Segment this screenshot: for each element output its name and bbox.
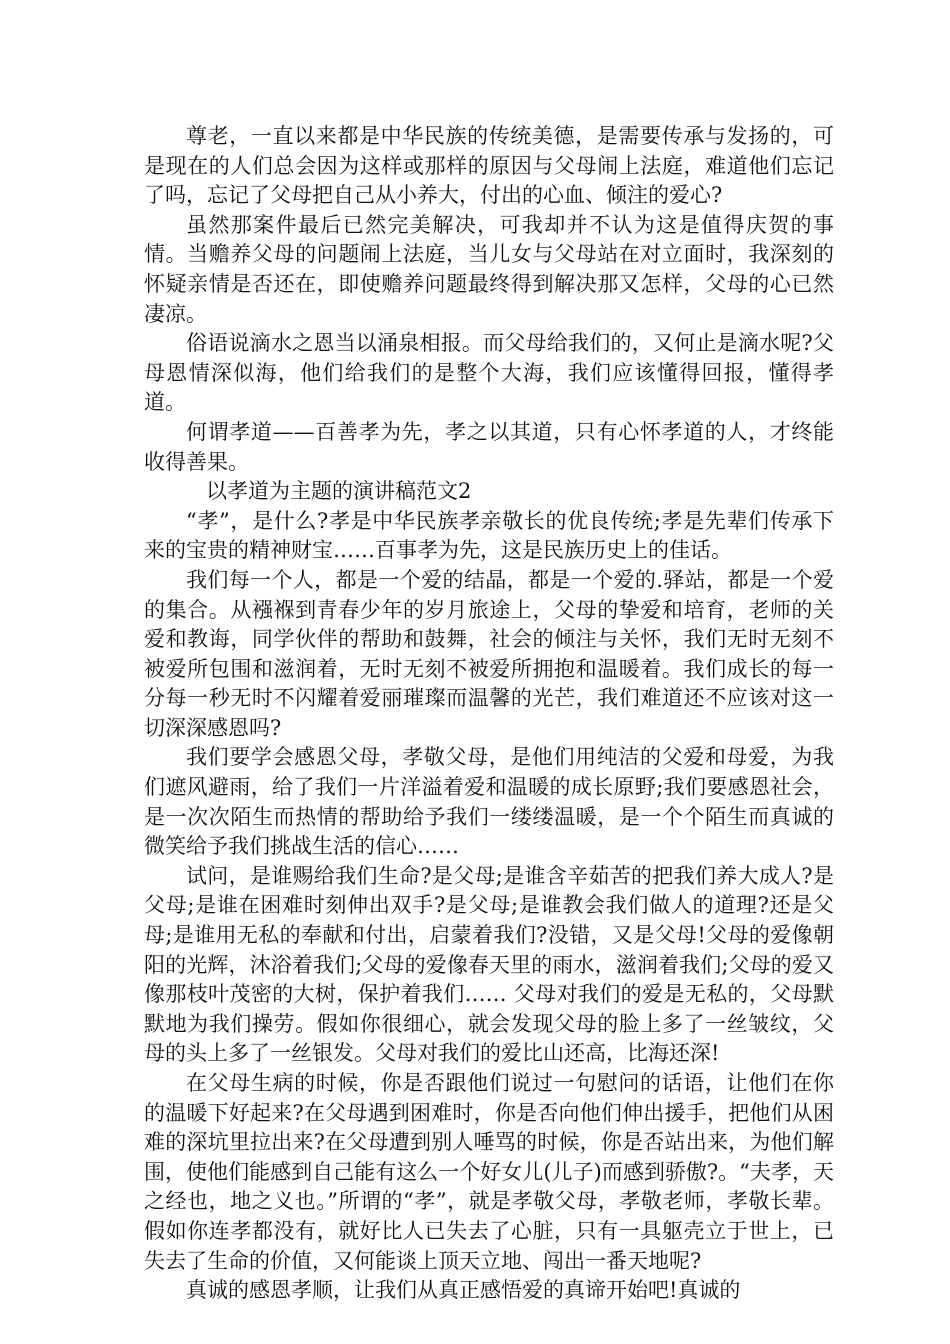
paragraph-5: “孝”，是什么?孝是中华民族孝亲敬长的优良传统;孝是先辈们传承下来的宝贵的精神财宝……百事孝为先，这是民族历史上的佳话。 [144,508,834,563]
paragraph-8: 试问，是谁赐给我们生命?是父母;是谁含辛茹苦的把我们养大成人?是父母;是谁在困难时刻伸出双手?是父母;是谁教会我们做人的道理?还是父母;是谁用无私的奉献和付出，启蒙着我们?没错，又是父母!父母的爱像朝阳的光辉，沐浴着我们;父母的爱像春天里的雨水，滋润着我们;父母的爱又像那枝叶茂密的大树，保护着我们…… 父母对我们的爱是无私的，父母默默地为我们操劳。假如你很细心，就会发现父母的脸上多了一丝皱纹，父母的头上多了一丝银发。父母对我们的爱比山还高，比海还深! [144,863,834,1066]
document-body [144,122,834,1306]
section-heading: 以孝道为主题的演讲稿范文2 [206,479,472,504]
paragraph-7: 我们要学会感恩父母，孝敬父母，是他们用纯洁的父爱和母爱，为我们遮风避雨，给了我们一片洋溢着爱和温暖的成长原野;我们要感恩社会，是一次次陌生而热情的帮助给予我们一缕缕温暖，是一个个陌生而真诚的微笑给予我们挑战生活的信心…… [144,745,834,859]
paragraph-6: 我们每一个人，都是一个爱的结晶，都是一个爱的.驿站，都是一个爱的集合。从襁褓到青春少年的岁月旅途上，父母的挚爱和培育，老师的关爱和教诲，同学伙伴的帮助和鼓舞，社会的倾注与关怀，我们无时无刻不被爱所包围和滋润着，无时无刻不被爱所拥抱和温暖着。我们成长的每一分每一秒无时不闪耀着爱丽璀璨而温馨的光芒，我们难道还不应该对这一切深深感恩吗? [144,567,834,740]
paragraph-10: 真诚的感恩孝顺，让我们从真正感悟爱的真谛开始吧!真诚的 [186,1278,741,1303]
paragraph-2: 虽然那案件最后已然完美解决，可我却并不认为这是值得庆贺的事情。当赡养父母的问题闹上法庭，当儿女与父母站在对立面时，我深刻的怀疑亲情是否还在，即使赡养问题最终得到解决那又怎样，父母的心已然凄凉。 [144,212,834,326]
paragraph-9: 在父母生病的时候，你是否跟他们说过一句慰问的话语，让他们在你的温暖下好起来?在父母遇到困难时，你是否向他们伸出援手，把他们从困难的深坑里拉出来?在父母遭到别人唾骂的时候，你是否站出来，为他们解围，使他们能感到自己能有这么一个好女儿(儿子)而感到骄傲?。“夫孝，天之经也，地之义也。”所谓的“孝”，就是孝敬父母，孝敬老师，孝敬长辈。假如你连孝都没有，就好比人已失去了心脏，只有一具躯壳立于世上，已失去了生命的价值，又何能谈上顶天立地、闯出一番天地呢? [144,1071,834,1273]
paragraph-1: 尊老，一直以来都是中华民族的传统美德，是需要传承与发扬的，可是现在的人们总会因为这样或那样的原因与父母闹上法庭，难道他们忘记了吗，忘记了父母把自己从小养大，付出的心血、倾注的爱心? [144,124,834,208]
paragraph-4: 何谓孝道——百善孝为先，孝之以其道，只有心怀孝道的人，才终能收得善果。 [144,419,834,474]
paragraph-3: 俗语说滴水之恩当以涌泉相报。而父母给我们的，又何止是滴水呢?父母恩情深似海，他们给我们的是整个大海，我们应该懂得回报，懂得孝道。 [144,331,834,415]
